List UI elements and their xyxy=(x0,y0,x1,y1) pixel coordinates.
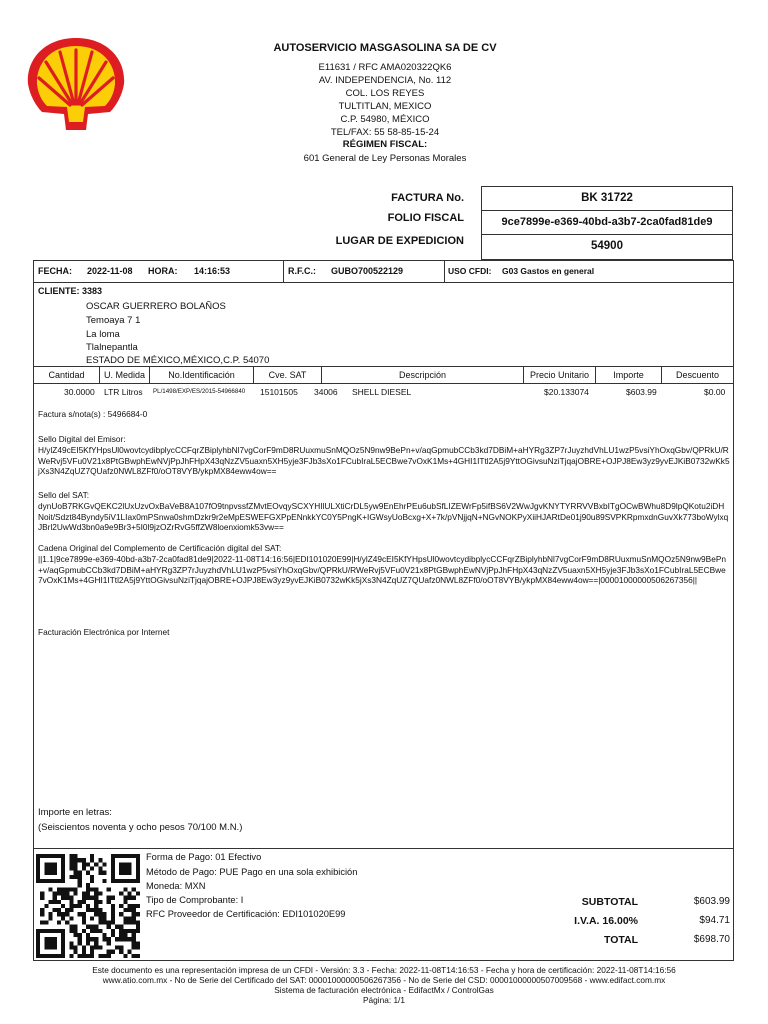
total-value: $698.70 xyxy=(693,934,730,945)
cell-cve2: 34006 xyxy=(314,387,338,397)
cell-unidad: LTR Litros xyxy=(104,387,143,397)
company-cp: C.P. 54980, MÉXICO xyxy=(340,114,430,125)
importe-letras: (Seiscientos noventa y ocho pesos 70/100 M.N.) xyxy=(38,822,243,833)
footer-line-1: Este documento es una representación impresa de un CFDI - Versión: 3.3 - Fecha: 2022-11-08T14:16:53 - Fecha y hora de certificación: 2022-11-08T14:16:56 xyxy=(92,965,676,975)
th-cantidad: Cantidad xyxy=(34,367,100,383)
folio-label: FOLIO FISCAL xyxy=(387,212,464,224)
rfc-proveedor: RFC Proveedor de Certificación: EDI101020E99 xyxy=(146,909,346,919)
th-cve-sat: Cve. SAT xyxy=(254,367,322,383)
tipo-comprobante: Tipo de Comprobante: I xyxy=(146,895,244,905)
sello-emisor: H/ylZ49cEI5KfYHpsUl0wovtcydibplycCCFqrZBiplyhbNl7vgCorF9mD8RUuxmuSnMQOz5N9nw9BePn+v/aqGpmubCCb3kd7DBiM+aHYRg3ZP7rJuyzhdVhLU1wzP5vsiYhOxqGbv/QPRkU/RWeRvj5VFu0V21x8PtGBwphEwNVjPpJhFHpX43qNzZV5uaxn5XH5yje3FJb3sXo1FCubIraL5ECBwe7vOxK1Ms+4GHI1ITtl2A5j9YttOGivsuNziTjqajOBRE+OJPJ8Ew3yz9yvEJKiB0732wKk5jXs3N4ZqUZ7QUafz0NWL8ZFf0/oOT8VYB/ykpMX84eww4ow== xyxy=(38,445,730,476)
company-city: TULTITLAN, MEXICO xyxy=(338,101,432,112)
cell-importe: $603.99 xyxy=(626,387,657,397)
th-descuento: Descuento xyxy=(675,370,720,380)
company-address: AV. INDEPENDENCIA, No. 112 xyxy=(318,75,452,86)
th-importe: Importe xyxy=(596,367,662,383)
regimen-value: 601 General de Ley Personas Morales xyxy=(303,153,467,164)
hora-label: HORA: xyxy=(148,266,178,276)
regimen-label: RÉGIMEN FISCAL: xyxy=(342,139,428,150)
date-row xyxy=(34,261,733,283)
qr-code xyxy=(36,854,140,958)
moneda: Moneda: MXN xyxy=(146,881,206,891)
sello-emisor-label: Sello Digital del Emisor: xyxy=(38,434,126,444)
company-rfc: E11631 / RFC AMA020322QK6 xyxy=(318,62,452,73)
invoice-box xyxy=(481,186,733,260)
sello-sat: dynUoB7RKGvQEKC2lUxUzvOxBaVeB8A107fO9tnpvssfZMvtEOvqySCXYHIlULXtiCrDL5yw9EnEhrPEu6ubSfLIZEWrFp5ifBS6V2WwJgvKNYTYRRVVBxbITgOCwBWhu8D9lpQKotu2iDHNoit/Sdzt84Byndy5iV1LIax0mPSnwa0shmDzkr9r2eMpESWEFGXPpENnkkYC0Y5PngK+IGWsyUoBcxg+X+7k/pVNjjqN+NGvNOKPyXiiHJARtDe01j90u89SVPKRpmxdnGuvXk773boWylxqJBrl2UwWd3bn0a9e9Br3+5I0l9jzOZrRvG5ffZW8loenxiomk53vw== xyxy=(38,501,729,532)
cliente-label: CLIENTE: 3383 xyxy=(38,286,103,296)
forma-pago: Forma de Pago: 01 Efectivo xyxy=(146,852,262,862)
cell-descripcion: SHELL DIESEL xyxy=(352,387,412,397)
factura-label: FACTURA No. xyxy=(391,192,464,204)
total-label: TOTAL xyxy=(603,934,638,946)
shell-logo xyxy=(22,34,130,134)
sello-sat-label: Sello del SAT: xyxy=(38,490,90,500)
footer-line-2: www.atio.com.mx - No de Serie del Certificado del SAT: 00001000000506267356 - No de Serie del CSD: 00001000000507009568 - www.edifact.com.mx xyxy=(102,975,666,985)
cadena-label: Cadena Original del Complemento de Certificación digital del SAT: xyxy=(38,543,282,553)
cliente-name: OSCAR GUERRERO BOLAÑOS xyxy=(86,301,226,312)
cliente-city: Tlalnepantla xyxy=(86,342,138,353)
table-row xyxy=(34,384,733,400)
cliente-colonia: La loma xyxy=(86,329,120,340)
th-descripcion: Descripción xyxy=(322,367,524,383)
th-precio: Precio Unitario xyxy=(524,367,596,383)
subtotal-label: SUBTOTAL xyxy=(581,896,638,908)
footer-page: Página: 1/1 xyxy=(363,995,405,1005)
cell-precio: $20.133074 xyxy=(544,387,589,397)
cell-identificacion: PL/1498/EXP/ES/2015-54966840 xyxy=(153,388,246,395)
importe-letras-label: Importe en letras: xyxy=(38,807,112,818)
company-colonia: COL. LOS REYES xyxy=(345,88,425,99)
fecha-value: 2022-11-08 xyxy=(87,266,133,276)
company-header xyxy=(230,0,540,170)
cliente-street: Temoaya 7 1 xyxy=(86,315,141,326)
th-unidad: U. Medida xyxy=(100,367,150,383)
lugar-label: LUGAR DE EXPEDICION xyxy=(335,235,464,247)
iva-value: $94.71 xyxy=(699,915,730,926)
items-table-header xyxy=(34,367,733,384)
cell-cve-sat: 15101505 xyxy=(260,387,298,397)
fecha-label: FECHA: xyxy=(38,266,72,276)
cliente-state: ESTADO DE MÉXICO,MÉXICO,C.P. 54070 xyxy=(86,355,270,366)
hora-value: 14:16:53 xyxy=(194,266,231,276)
th-identificacion: No.Identificación xyxy=(150,367,254,383)
folio-value: 9ce7899e-e369-40bd-a3b7-2ca0fad81de9 xyxy=(482,211,732,235)
cell-cantidad: 30.0000 xyxy=(64,387,95,397)
company-name: AUTOSERVICIO MASGASOLINA SA DE CV xyxy=(273,42,497,54)
company-tel: TEL/FAX: 55 58-85-15-24 xyxy=(330,127,440,138)
iva-label: I.V.A. 16.00% xyxy=(574,915,638,927)
subtotal-value: $603.99 xyxy=(693,896,730,907)
cliente-section xyxy=(34,283,733,367)
metodo-pago: Método de Pago: PUE Pago en una sola exhibición xyxy=(146,867,358,877)
facturacion-text: Facturación Electrónica por Internet xyxy=(38,627,170,637)
rfc-value: GUBO700522129 xyxy=(331,266,404,276)
lugar-value: 54900 xyxy=(591,240,623,252)
footer-line-3: Sistema de facturación electrónica - EdifactMx / ControlGas xyxy=(274,985,494,995)
factura-notas: Factura s/nota(s) : 5496684-0 xyxy=(38,409,148,419)
rfc-label: R.F.C.: xyxy=(288,266,316,276)
uso-value: G03 Gastos en general xyxy=(502,266,595,276)
cadena-original: ||1.1|9ce7899e-e369-40bd-a3b7-2ca0fad81de9|2022-11-08T14:16:56|EDI101020E99|H/ylZ49cEI5KfYHpsUl0wovtcydibplycCCFqrZBiplyhbNl7vgCorF9mD8RUuxmuSnMQOz5N9nw9BePn+v/aqGpmubCCb3kd7DBiM+aHYRg3ZP7rJuyzhdVhLU1wzP5vsiYhOxqGbv/QPRkU/RWeRvj5VFu0V21x8PtGBwphEwNVjPpJhFHpX43qNzZV5uaxn5XH5yje3FJb3sXo1FCubIraL5ECBwe7vOxK1Ms+4GHI1ITtl2A5j9YttOGivsuNziTjqajOBRE+OJPJ8Ew3yz9yvEJKiB0732wKk5jXs3N4ZqUZ7QUafz0NWL8ZFf0/oOT8VYB/ykpMX84eww4ow==|00001000000506267356|| xyxy=(38,554,726,585)
cell-descuento: $0.00 xyxy=(704,387,726,397)
factura-value: BK 31722 xyxy=(482,187,732,211)
uso-label: USO CFDI: xyxy=(448,266,492,276)
